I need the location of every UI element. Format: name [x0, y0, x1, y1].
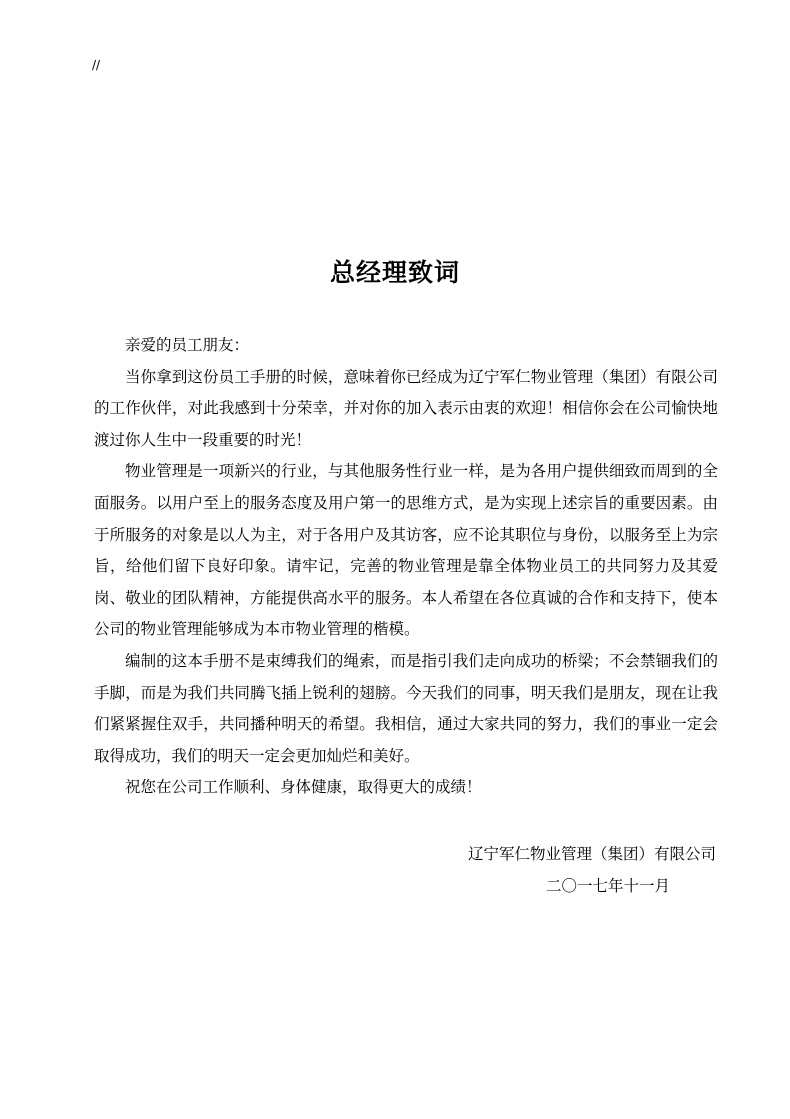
document-body	[94, 330, 718, 804]
page-marker: //	[92, 58, 101, 72]
paragraph-closing-wish: 祝您在公司工作顺利、身体健康，取得更大的成绩！	[125, 778, 482, 797]
paragraph-welcome: 当你拿到这份员工手册的时候，意味着你已经成为辽宁军仁物业管理（集团）有限公司的工作伙伴，对此我感到十分荣幸，并对你的加入表示由衷的欢迎！相信你会在公司愉快地渡过你人生中一段重要的时光！	[94, 367, 718, 449]
paragraph-handbook: 编制的这本手册不是束缚我们的绳索，而是指引我们走向成功的桥梁；不会禁锢我们的手脚，而是为我们共同腾飞插上锐利的翅膀。今天我们的同事，明天我们是朋友，现在让我们紧紧握住双手，共同播种明天的希望。我相信，通过大家共同的努力，我们的事业一定会取得成功，我们的明天一定会更加灿烂和美好。	[94, 651, 718, 765]
signature-date: 二〇一七年十一月	[545, 877, 670, 895]
paragraph-service: 物业管理是一项新兴的行业，与其他服务性行业一样，是为各用户提供细致而周到的全面服务。以用户至上的服务态度及用户第一的思维方式，是为实现上述宗旨的重要因素。由于所服务的对象是以人为主，对于各用户及其访客，应不论其职位与身份，以服务至上为宗旨，给他们留下良好印象。请牢记，完善的物业管理是靠全体物业员工的共同努力及其爱岗、敬业的团队精神，方能提供高水平的服务。本人希望在各位真诚的合作和支持下，使本公司的物业管理能够成为本市物业管理的楷模。	[94, 462, 718, 639]
signature-block	[468, 838, 716, 902]
salutation: 亲爱的员工朋友：	[125, 336, 250, 354]
signature-company: 辽宁军仁物业管理（集团）有限公司	[467, 845, 716, 863]
document-title: 总经理致词	[329, 258, 460, 287]
